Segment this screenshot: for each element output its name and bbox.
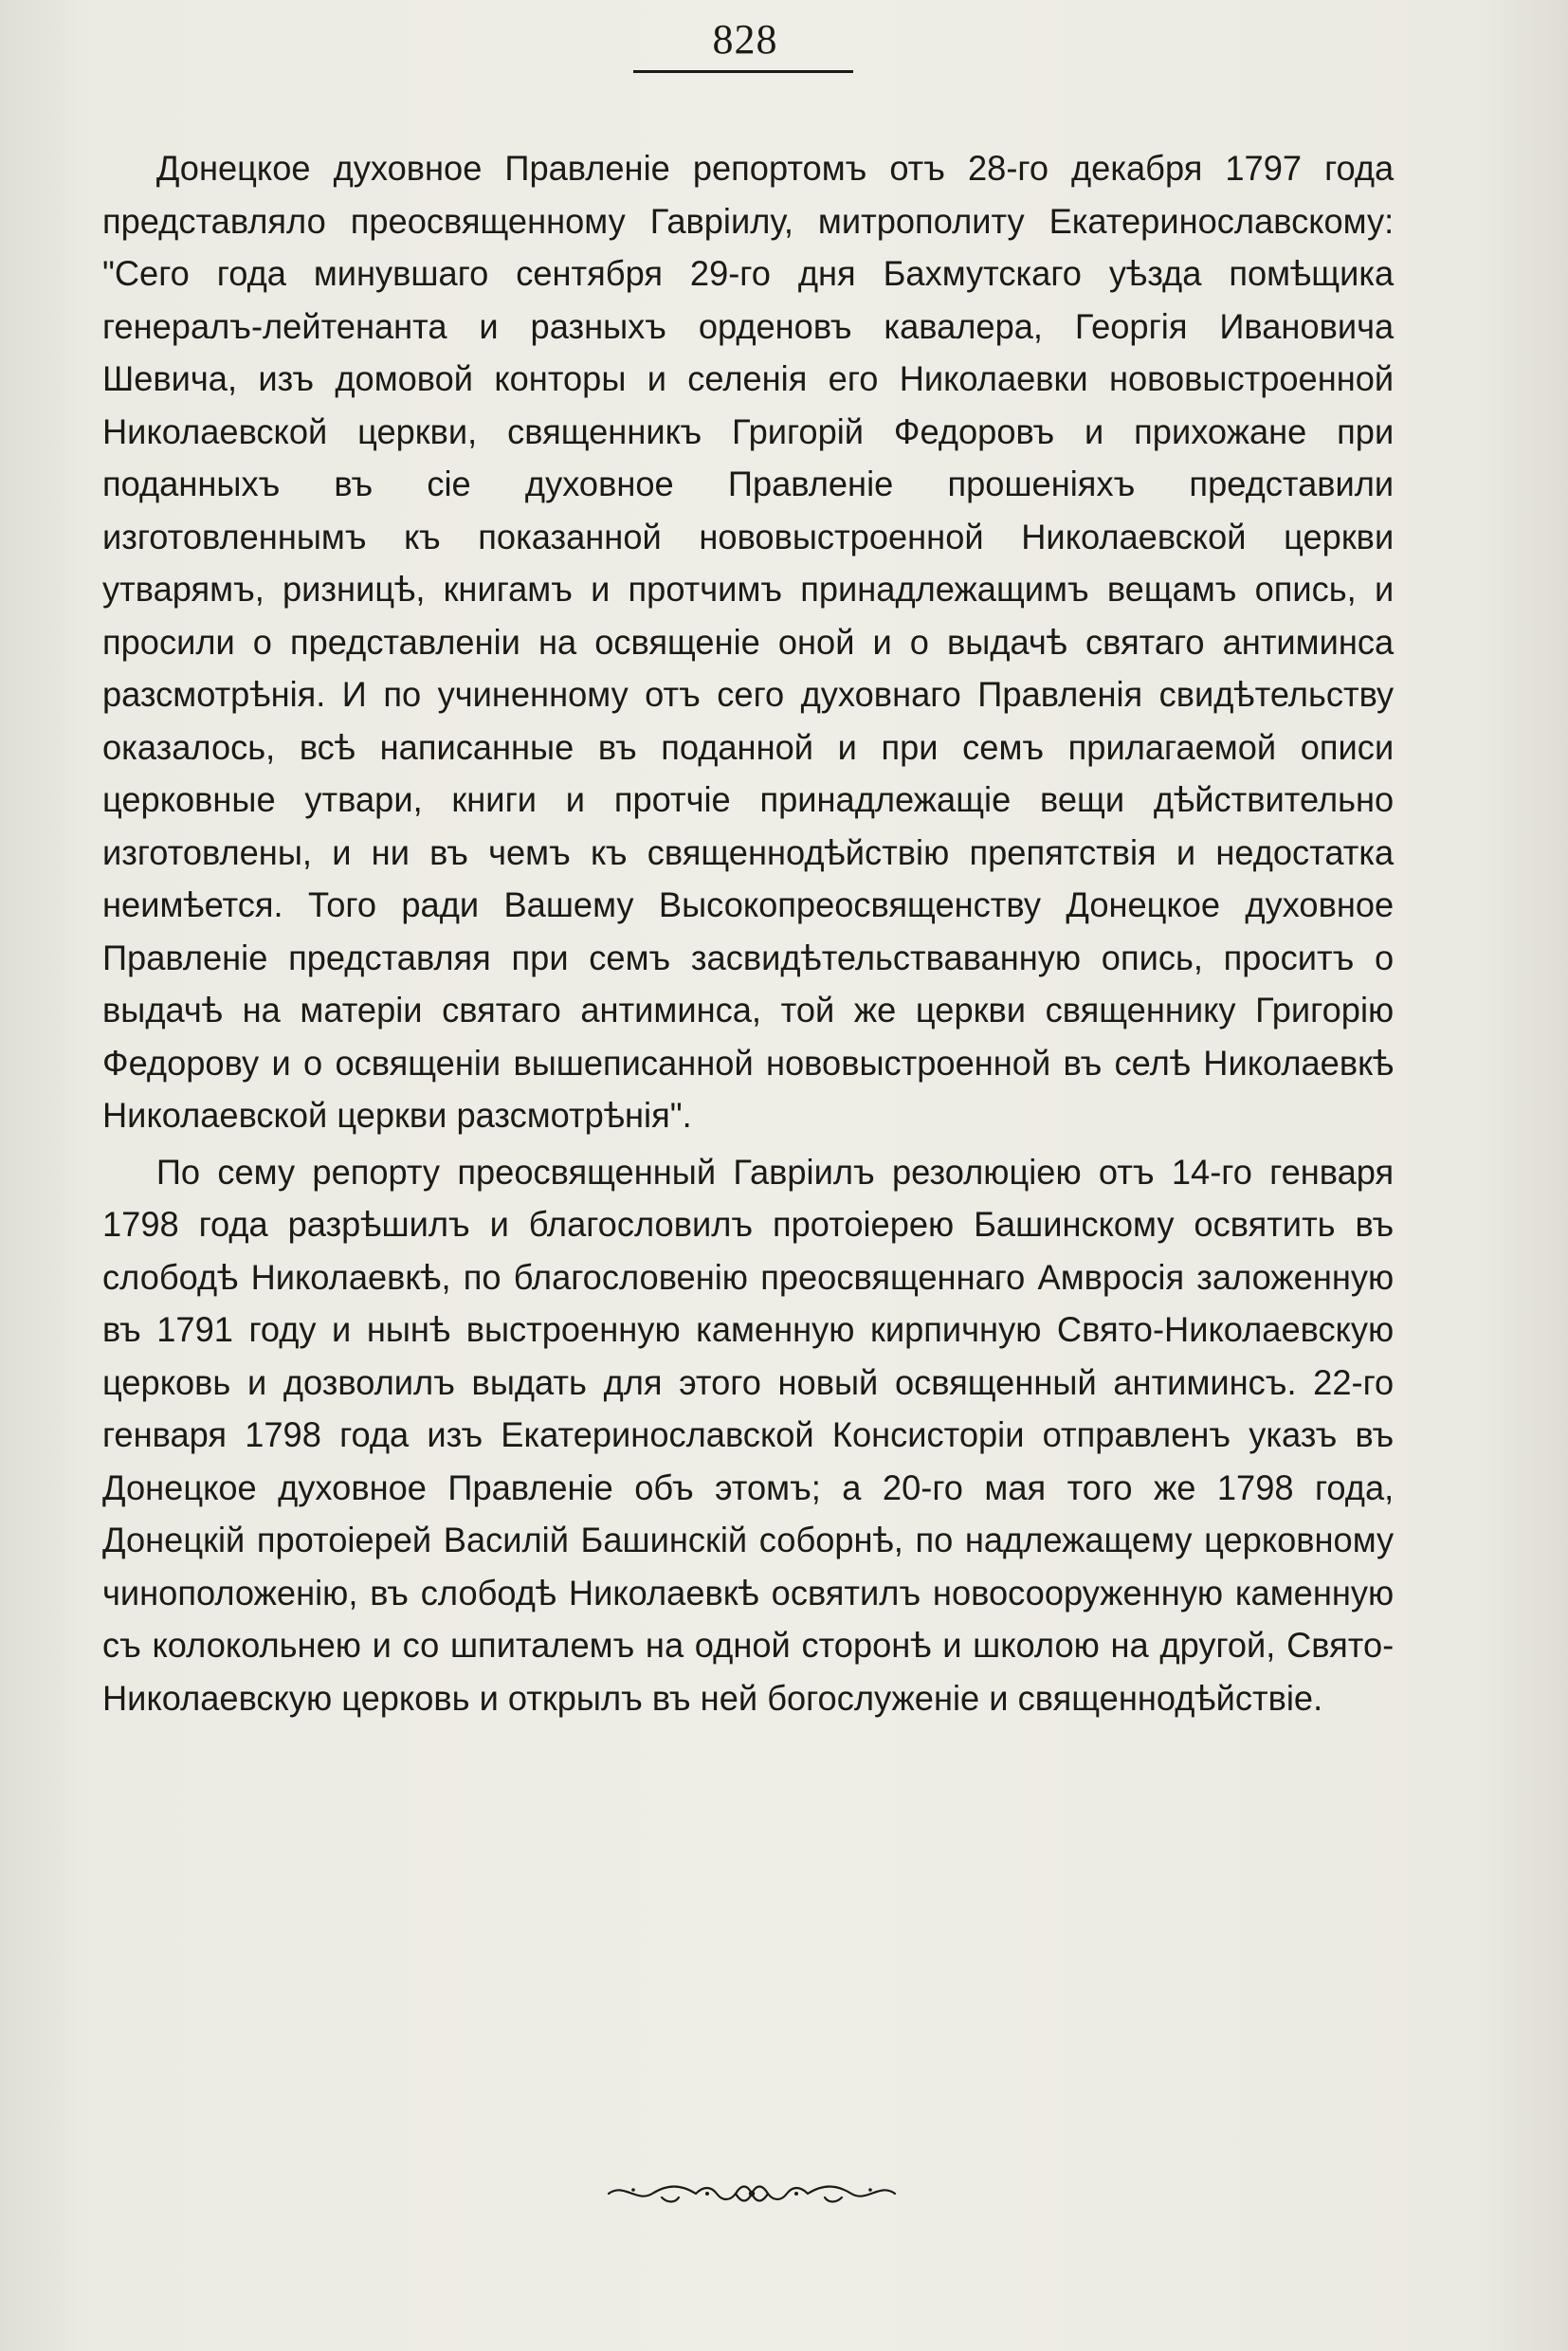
page-number: 828	[712, 16, 778, 63]
paragraph-2: По сему репорту преосвященный Гавріилъ резолюціею отъ 14-го генваря 1798 года разрѣшилъ и благословилъ протоіерею Башинскому освятить въ слободѣ Николаевкѣ, по благословенію преосвященнаго Амвросія заложенную въ 1791 году и нынѣ выстроенную каменную кирпичную Свято-Николаевскую церковь и дозволилъ выдать для этого новый освященный антиминсъ. 22-го генваря 1798 года изъ Екатеринославской Консисторіи отправленъ указъ въ Донецкое духовное Правленіе объ этомъ; а 20-го мая того же 1798 года, Донецкій протоіерей Василій Башинскій соборнѣ, по надлежащему церковному чиноположенію, въ слободѣ Николаевкѣ освятилъ новосооруженную каменную съ колокольнею и со шпиталемъ на одной сторонѣ и школою на другой, Свято-Николаевскую церковь и открылъ въ ней богослуженіе и священнодѣйствіе.	[102, 1152, 1395, 1718]
page-number-rule	[633, 70, 853, 73]
paragraph-1: Донецкое духовное Правленіе репортомъ отъ 28-го декабря 1797 года представляло преосвященному Гавріилу, митрополиту Екатеринославскому: "Сего года минувшаго сентября 29-го дня Бахмутскаго уѣзда помѣщика генералъ-лейтенанта и разныхъ орденовъ кавалера, Георгія Ивановича Шевича, изъ домовой конторы и селенія его Николаевки нововыстроенной Николаевской церкви, священникъ Григорій Федоровъ и прихожане при поданныхъ въ сіе духовное Правленіе прошеніяхъ представили изготовленнымъ къ показанной нововыстроенной Николаевской церкви утварямъ, ризницѣ, книгамъ и протчимъ принадлежащимъ вещамъ опись, и просили о представленіи на освященіе оной и о выдачѣ святаго антиминса разсмотрѣнія. И по учиненному отъ сего духовнаго Правленія свидѣтельству оказалось, всѣ написанные въ поданной и при семъ прилагаемой описи церковные утвари, книги и протчіе принадлежащіе вещи дѣйствительно изготовлены, и ни въ чемъ къ священнодѣйствію препятствія и недостатка неимѣется. Того ради Вашему Высокопреосвященству Донецкое духовное Правленіе представляя при семъ засвидѣтельстваванную опись, проситъ о выдачѣ на матеріи святаго антиминса, той же церкви священнику Григорію Федорову и о освященіи вышеписанной нововыстроенной въ селѣ Николаевкѣ Николаевской церкви разсмотрѣнія".	[102, 149, 1395, 1135]
body-text	[102, 142, 1394, 1724]
ornament-icon	[605, 2178, 899, 2207]
